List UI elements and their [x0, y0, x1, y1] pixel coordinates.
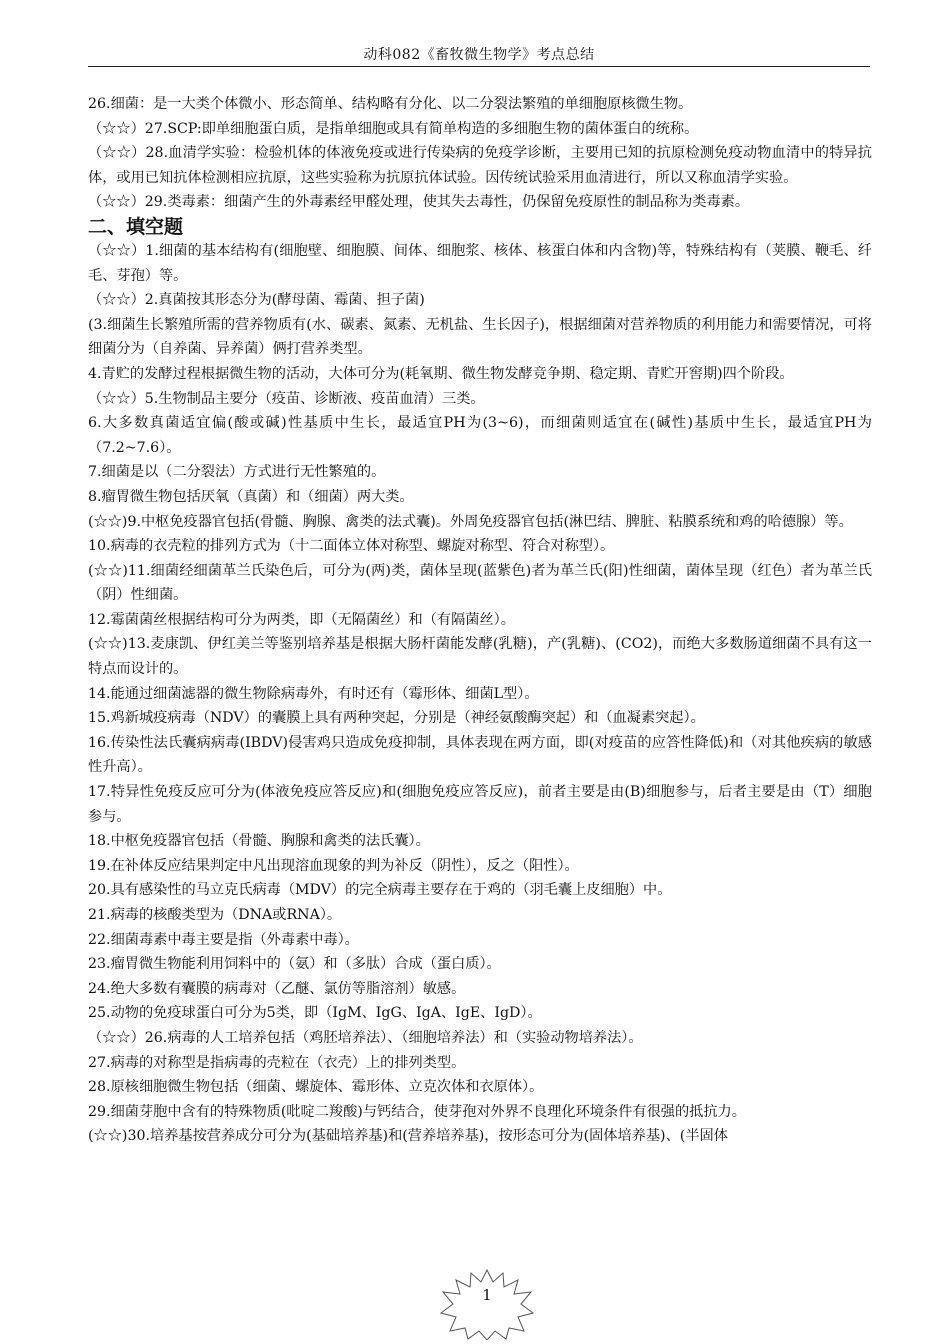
- question-item: 24.绝大多数有囊膜的病毒对（乙醚、氯仿等脂溶剂）敏感。: [88, 980, 466, 997]
- question-item: 6.大多数真菌适宜偏(酸或碱)性基质中生长，最适宜PH为(3~6)，而细菌则适宜在(碱性)基质中生长，最适宜PH为（7.2~7.6）。: [88, 415, 872, 456]
- question-item: 18.中枢免疫器官包括（骨髓、胸腺和禽类的法氏囊）。: [88, 833, 430, 850]
- question-item: 7.细菌是以（二分裂法）方式进行无性繁殖的。: [88, 464, 386, 481]
- question-item: (☆☆)13.麦康凯、伊红美兰等鉴别培养基是根据大肠杆菌能发酵(乳糖)，产(乳糖)、(CO2)，而绝大多数肠道细菌不具有这一特点而设计的。: [88, 636, 872, 678]
- definition-item: （☆☆）27.SCP:即单细胞蛋白质，是指单细胞或具有简单构造的多细胞生物的菌体蛋白的统称。: [88, 120, 699, 137]
- question-item: 16.传染性法氏囊病病毒(IBDV)侵害鸡只造成免疫抑制，具体表现在两方面，即(对疫苗的应答性降低)和（对其他疾病的敏感性升高）。: [88, 734, 872, 776]
- question-item: （☆☆）1.细菌的基本结构有(细胞壁、细胞膜、间体、细胞浆、核体、核蛋白体和内含物)等，特殊结构有（荚膜、鞭毛、纤毛、芽孢）等。: [88, 242, 872, 284]
- question-item: (☆☆)9.中枢免疫器官包括(骨髓、胸腺、禽类的法式囊)。外周免疫器官包括(淋巴结、脾脏、粘膜系统和鸡的哈德腺）等。: [88, 513, 853, 530]
- page-header-title: 动科082《畜牧微生物学》考点总结: [363, 47, 595, 63]
- header-divider: [88, 66, 870, 67]
- page-number: 1: [482, 1286, 492, 1304]
- document-body: [88, 92, 872, 1149]
- fill-in-blanks-list: [88, 239, 872, 1149]
- definition-item: （☆☆）28.血清学实验：检验机体的体液免疫或进行传染病的免疫学诊断，主要用已知的抗原检测免疫动物血清中的特异抗体，或用已知抗体检测相应抗原，这些实验称为抗原抗体试验。因传统试验采用血清进行，所以又称血清学实验。: [88, 145, 872, 186]
- question-item: 12.霉菌菌丝根据结构可分为两类，即（无隔菌丝）和（有隔菌丝）。: [88, 611, 515, 628]
- question-item: 28.原核细胞微生物包括（细菌、螺旋体、霉形体、立克次体和衣原体）。: [88, 1079, 544, 1096]
- section-title-fill-in-blanks: 二、填空题: [88, 215, 184, 238]
- question-item: （☆☆）2.真菌按其形态分为(酵母菌、霉菌、担子菌): [88, 292, 425, 309]
- definitions-list: [88, 92, 872, 215]
- question-item: 4.青贮的发酵过程根据微生物的活动，大体可分为(耗氧期、微生物发酵竞争期、稳定期、青贮开窖期)四个阶段。: [88, 365, 794, 382]
- question-item: 27.病毒的对称型是指病毒的壳粒在（衣壳）上的排列类型。: [88, 1054, 466, 1071]
- question-item: 22.细菌毒素中毒主要是指（外毒素中毒）。: [88, 931, 359, 948]
- page-number-starburst-icon: [439, 1268, 535, 1340]
- question-item: 25.动物的免疫球蛋白可分为5类，即（IgM、IgG、IgA、IgE、IgD）。: [88, 1005, 542, 1022]
- question-item: 19.在补体反应结果判定中凡出现溶血现象的判为补反（阴性），反之（阳性）。: [88, 857, 579, 874]
- question-item: 23.瘤胃微生物能利用饲料中的（氨）和（多肽）合成（蛋白质）。: [88, 956, 501, 973]
- question-item: 17.特异性免疫反应可分为(体液免疫应答反应)和(细胞免疫应答反应)，前者主要是由(B)细胞参与，后者主要是由（T）细胞参与。: [88, 784, 872, 825]
- question-item: （☆☆）5.生物制品主要分（疫苗、诊断液、疫苗血清）三类。: [88, 390, 485, 407]
- question-item: (3.细菌生长繁殖所需的营养物质有(水、碳素、氮素、无机盐、生长因子)，根据细菌对营养物质的利用能力和需要情况，可将细菌分为（自养菌、异养菌）俩打营养类型。: [88, 316, 872, 358]
- question-item: 10.病毒的衣壳粒的排列方式为（十二面体立体对称型、螺旋对称型、符合对称型）。: [88, 538, 615, 555]
- question-item: 29.细菌芽胞中含有的特殊物质(吡啶二羧酸)与钙结合，使芽孢对外界不良理化环境条件有很强的抵抗力。: [88, 1103, 746, 1120]
- definition-item: （☆☆）29.类毒素：细菌产生的外毒素经甲醛处理，使其失去毒性，仍保留免疫原性的制品称为类毒素。: [88, 194, 750, 211]
- definition-item: 26.细菌：是一大类个体微小、形态简单、结构略有分化、以二分裂法繁殖的单细胞原核微生物。: [88, 96, 693, 112]
- question-item: 14.能通过细菌滤器的微生物除病毒外，有时还有（霉形体、细菌L型）。: [88, 685, 539, 702]
- question-item: （☆☆）26.病毒的人工培养包括（鸡胚培养法）、（细胞培养法）和（实验动物培养法）。: [88, 1029, 643, 1046]
- question-item: 8.瘤胃微生物包括厌氧（真菌）和（细菌）两大类。: [88, 488, 414, 505]
- starburst-shape: [441, 1270, 533, 1340]
- question-item: 21.病毒的核酸类型为（DNA或RNA）。: [88, 907, 342, 923]
- question-item: (☆☆)30.培养基按营养成分可分为(基础培养基)和(营养培养基)，按形态可分为(固体培养基)、(半固体: [88, 1128, 728, 1145]
- question-item: 20.具有感染性的马立克氏病毒（MDV）的完全病毒主要存在于鸡的（羽毛囊上皮细胞）中。: [88, 882, 672, 899]
- question-item: 15.鸡新城疫病毒（NDV）的囊膜上具有两种突起，分别是（神经氨酸酶突起）和（血凝素突起）。: [88, 710, 705, 727]
- question-item: (☆☆)11.细菌经细菌革兰氏染色后，可分为(两)类，菌体呈现(蓝紫色)者为革兰氏(阳)性细菌，菌体呈现（红色）者为革兰氏（阴）性细菌。: [88, 562, 872, 604]
